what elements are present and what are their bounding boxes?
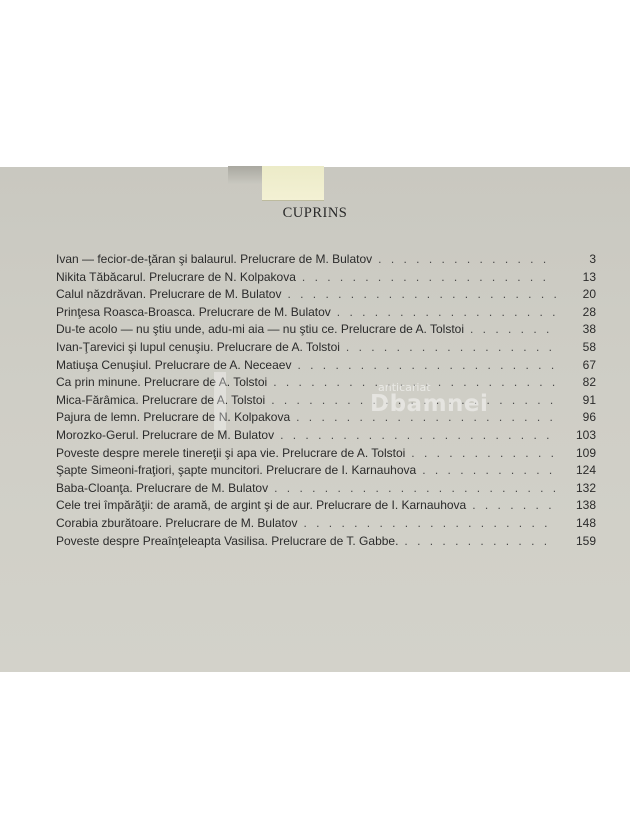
entry-page-number: 58 xyxy=(582,339,596,354)
entry-page-number: 28 xyxy=(582,304,596,319)
list-item xyxy=(56,305,596,323)
entry-page-number: 138 xyxy=(575,498,596,513)
table-of-contents xyxy=(56,252,596,551)
entry-title: Prinţesa Roasca-Broasca. Prelucrare de M. Bulatov xyxy=(56,304,331,319)
dot-leader xyxy=(346,340,556,354)
dot-leader xyxy=(404,534,556,548)
watermark-bar xyxy=(214,372,226,430)
list-item xyxy=(56,252,596,270)
list-item xyxy=(56,270,596,288)
page-edge-shadow xyxy=(228,166,264,184)
entry-title: Matiuşa Cenuşiul. Prelucrare de A. Neceaev xyxy=(56,357,292,372)
entry-page-number: 148 xyxy=(575,515,596,530)
entry-title: Calul năzdrăvan. Prelucrare de M. Bulatov xyxy=(56,287,282,302)
dot-leader xyxy=(337,305,556,319)
entry-page-number: 82 xyxy=(582,375,596,390)
entry-title: Du-te acolo — nu ştiu unde, adu-mi aia — nu ştiu ce. Prelucrare de A. Tolstoi xyxy=(56,322,464,337)
dot-leader xyxy=(378,252,556,266)
entry-page-number: 91 xyxy=(582,392,596,407)
dot-leader xyxy=(274,481,556,495)
list-item xyxy=(56,446,596,464)
entry-page-number: 109 xyxy=(575,445,596,460)
entry-page-number: 67 xyxy=(582,357,596,372)
dot-leader xyxy=(411,446,556,460)
entry-title: Mica-Fărâmica. Prelucrare de A. Tolstoi xyxy=(56,392,266,407)
entry-page-number: 103 xyxy=(575,427,596,442)
list-item xyxy=(56,358,596,376)
entry-title: Corabia zburătoare. Prelucrare de M. Bulatov xyxy=(56,515,298,530)
entry-title: Cele trei împărăţii: de aramă, de argint şi de aur. Prelucrare de I. Karnauhova xyxy=(56,498,467,513)
list-item xyxy=(56,322,596,340)
list-item xyxy=(56,428,596,446)
list-item xyxy=(56,287,596,305)
entry-page-number: 20 xyxy=(582,287,596,302)
list-item xyxy=(56,463,596,481)
entry-title: Şapte Simeoni-fraţiori, şapte muncitori. Prelucrare de I. Karnauhova xyxy=(56,463,417,478)
page-edge xyxy=(262,166,324,201)
list-item xyxy=(56,498,596,516)
entry-page-number: 124 xyxy=(575,463,596,478)
entry-title: Pajura de lemn. Prelucrare de N. Kolpakova xyxy=(56,410,291,425)
dot-leader xyxy=(422,463,556,477)
entry-title: Ivan-Ţarevici şi lupul cenuşiu. Prelucrare de A. Tolstoi xyxy=(56,339,340,354)
dot-leader xyxy=(297,358,556,372)
list-item xyxy=(56,410,596,428)
entry-page-number: 13 xyxy=(582,269,596,284)
entry-page-number: 38 xyxy=(582,322,596,337)
dot-leader xyxy=(287,287,556,301)
dot-leader xyxy=(470,322,556,336)
list-item xyxy=(56,534,596,552)
watermark-line2: Dbamnei xyxy=(370,391,489,417)
entry-title: Baba-Cloanţa. Prelucrare de M. Bulatov xyxy=(56,480,269,495)
dot-leader xyxy=(472,498,556,512)
dot-leader xyxy=(296,410,556,424)
entry-title: Poveste despre merele tinereţii şi apa vie. Prelucrare de A. Tolstoi xyxy=(56,445,406,460)
entry-page-number: 96 xyxy=(582,410,596,425)
list-item xyxy=(56,393,596,411)
entry-page-number: 3 xyxy=(589,252,596,266)
dot-leader xyxy=(273,375,556,389)
entry-title: Poveste despre Preaînţeleapta Vasilisa. Prelucrare de T. Gabbe. xyxy=(56,533,399,548)
entry-page-number: 132 xyxy=(575,480,596,495)
entry-title: Morozko-Gerul. Prelucrare de M. Bulatov xyxy=(56,427,275,442)
background-top xyxy=(0,0,630,170)
background-bottom xyxy=(0,672,630,840)
dot-leader xyxy=(303,516,556,530)
page-title: CUPRINS xyxy=(282,205,348,221)
dot-leader xyxy=(302,270,556,284)
dot-leader xyxy=(280,428,556,442)
entry-title: Ca prin minune. Prelucrare de A. Tolstoi xyxy=(56,375,268,390)
list-item xyxy=(56,340,596,358)
watermark-line1: anticariat xyxy=(378,381,431,394)
entry-page-number: 159 xyxy=(575,533,596,548)
entry-title: Nikita Tăbăcarul. Prelucrare de N. Kolpakova xyxy=(56,269,296,284)
list-item xyxy=(56,481,596,499)
list-item xyxy=(56,516,596,534)
entry-title: Ivan — fecior-de-ţăran şi balaurul. Prelucrare de M. Bulatov xyxy=(56,252,373,266)
list-item xyxy=(56,375,596,393)
dot-leader xyxy=(271,393,556,407)
